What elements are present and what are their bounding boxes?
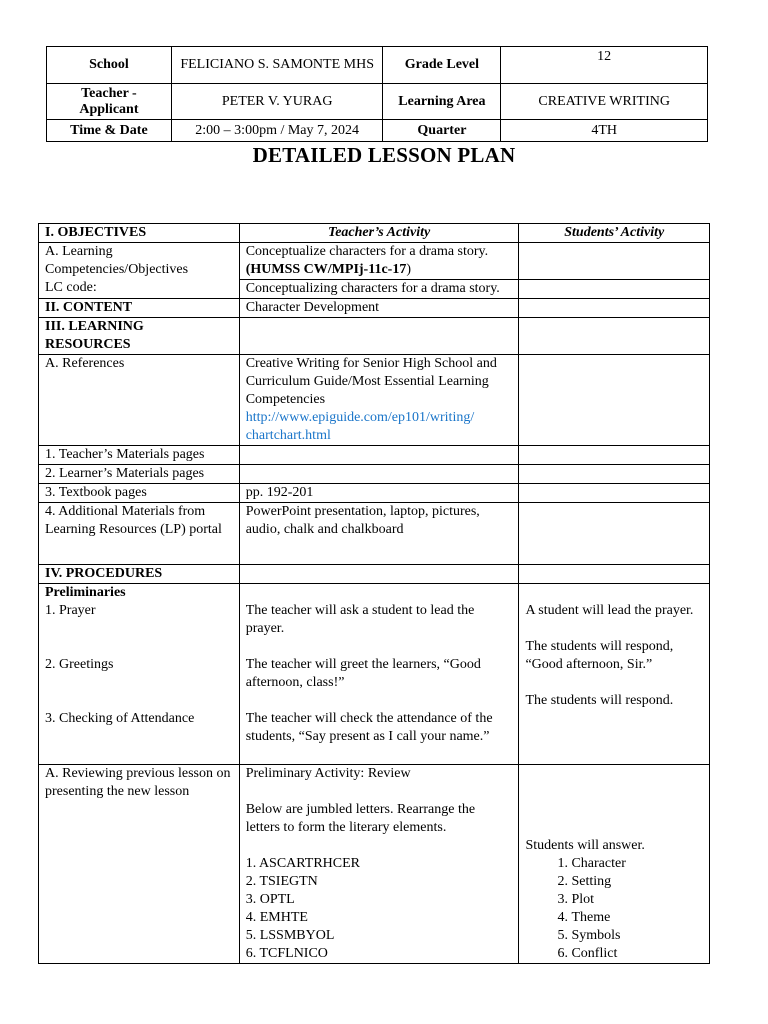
empty-cell bbox=[519, 503, 710, 565]
teacher-value: PETER V. YURAG bbox=[171, 84, 383, 120]
time-date-label: Time & Date bbox=[47, 120, 172, 142]
answer-item: 1. Character bbox=[571, 855, 703, 873]
review-label: A. Reviewing previous lesson on presenting the new lesson bbox=[39, 765, 240, 964]
review-teacher-cell bbox=[239, 765, 519, 964]
lc-code-open: ( bbox=[245, 262, 251, 277]
students-activity-header: Students’ Activity bbox=[519, 224, 710, 243]
empty-cell bbox=[519, 299, 710, 318]
preliminaries-label: Preliminaries bbox=[45, 585, 126, 600]
learner-materials-label: 2. Learner’s Materials pages bbox=[39, 465, 240, 484]
attendance-student-activity: The students will respond. bbox=[525, 693, 674, 708]
learning-area-label: Learning Area bbox=[383, 84, 501, 120]
lc-label-line-1: A. Learning bbox=[45, 244, 113, 259]
lc-code-close: ) bbox=[406, 262, 411, 277]
empty-cell bbox=[239, 465, 519, 484]
content-value: Character Development bbox=[239, 299, 519, 318]
lc-code: HUMSS CW/MPIj-11c-17 bbox=[250, 262, 407, 277]
page-title: DETAILED LESSON PLAN bbox=[252, 143, 516, 167]
answers-list bbox=[525, 855, 703, 963]
references-label: A. References bbox=[39, 355, 240, 446]
learning-competencies-label bbox=[39, 243, 240, 299]
empty-cell bbox=[519, 565, 710, 584]
quarter-label: Quarter bbox=[383, 120, 501, 142]
references-link-line-2[interactable]: chartchart.html bbox=[245, 428, 331, 443]
teacher-label: Teacher - Applicant bbox=[47, 84, 172, 120]
additional-materials-value: PowerPoint presentation, laptop, pictures, audio, chalk and chalkboard bbox=[239, 503, 519, 565]
procedures-header: IV. PROCEDURES bbox=[39, 565, 240, 584]
school-value: FELICIANO S. SAMONTE MHS bbox=[171, 47, 383, 84]
prayer-teacher-activity: The teacher will ask a student to lead the prayer. bbox=[245, 603, 475, 636]
review-title: Preliminary Activity: Review bbox=[245, 766, 411, 781]
attendance-label: 3. Checking of Attendance bbox=[45, 711, 195, 726]
teacher-materials-label: 1. Teacher’s Materials pages bbox=[39, 446, 240, 465]
answer-item: 6. Conflict bbox=[571, 945, 703, 963]
empty-cell bbox=[519, 484, 710, 503]
empty-cell bbox=[519, 280, 710, 299]
answer-item: 4. Theme bbox=[571, 909, 703, 927]
references-link-line-1[interactable]: http://www.epiguide.com/ep101/writing/ bbox=[245, 410, 475, 425]
answer-item: 2. Setting bbox=[571, 873, 703, 891]
empty-cell bbox=[519, 318, 710, 355]
preliminaries-teacher-cell bbox=[239, 584, 519, 765]
content-header: II. CONTENT bbox=[39, 299, 240, 318]
grade-level-value: 12 bbox=[501, 47, 708, 84]
school-label: School bbox=[47, 47, 172, 84]
answer-item: 3. Plot bbox=[571, 891, 703, 909]
lc-code-label: LC code: bbox=[45, 280, 97, 295]
references-value bbox=[239, 355, 519, 446]
textbook-pages-label: 3. Textbook pages bbox=[39, 484, 240, 503]
empty-cell bbox=[519, 243, 710, 280]
preliminaries-cell bbox=[39, 584, 240, 765]
jumbled-word: 6. TCFLNICO bbox=[245, 946, 328, 961]
jumbled-word: 1. ASCARTRHCER bbox=[245, 856, 361, 871]
lesson-plan-table bbox=[38, 223, 710, 964]
references-text: Creative Writing for Senior High School and Curriculum Guide/Most Essential Learning Competencies bbox=[245, 356, 497, 407]
empty-cell bbox=[519, 355, 710, 446]
additional-materials-label: 4. Additional Materials from Learning Resources (LP) portal bbox=[39, 503, 240, 565]
greetings-student-activity: The students will respond, “Good afternoon, Sir.” bbox=[525, 639, 674, 672]
learning-competency-text bbox=[239, 243, 519, 280]
jumbled-word: 4. EMHTE bbox=[245, 910, 308, 925]
textbook-pages-value: pp. 192-201 bbox=[239, 484, 519, 503]
prayer-label: 1. Prayer bbox=[45, 603, 96, 618]
review-student-cell bbox=[519, 765, 710, 964]
lc-code-text: Conceptualizing characters for a drama story. bbox=[239, 280, 519, 299]
lc-objective: Conceptualize characters for a drama story. bbox=[245, 244, 489, 259]
empty-cell bbox=[239, 446, 519, 465]
school-info-table bbox=[46, 46, 708, 142]
answer-item: 5. Symbols bbox=[571, 927, 703, 945]
empty-cell bbox=[239, 565, 519, 584]
answers-intro: Students will answer. bbox=[525, 838, 645, 853]
learning-area-value: CREATIVE WRITING bbox=[501, 84, 708, 120]
jumbled-word: 2. TSIEGTN bbox=[245, 874, 318, 889]
preliminaries-student-cell bbox=[519, 584, 710, 765]
empty-cell bbox=[519, 465, 710, 484]
empty-cell bbox=[519, 446, 710, 465]
teacher-activity-header: Teacher’s Activity bbox=[239, 224, 519, 243]
prayer-student-activity: A student will lead the prayer. bbox=[525, 603, 694, 618]
learning-resources-header: III. LEARNING RESOURCES bbox=[39, 318, 240, 355]
grade-level-label: Grade Level bbox=[383, 47, 501, 84]
lc-label-line-2: Competencies/Objectives bbox=[45, 262, 189, 277]
empty-cell bbox=[239, 318, 519, 355]
greetings-teacher-activity: The teacher will greet the learners, “Good afternoon, class!” bbox=[245, 657, 481, 690]
greetings-label: 2. Greetings bbox=[45, 657, 114, 672]
attendance-teacher-activity: The teacher will check the attendance of the students, “Say present as I call your name.” bbox=[245, 711, 493, 744]
quarter-value: 4TH bbox=[501, 120, 708, 142]
jumbled-word: 5. LSSMBYOL bbox=[245, 928, 335, 943]
time-date-value: 2:00 – 3:00pm / May 7, 2024 bbox=[171, 120, 383, 142]
review-instructions: Below are jumbled letters. Rearrange the letters to form the literary elements. bbox=[245, 802, 476, 835]
jumbled-word: 3. OPTL bbox=[245, 892, 295, 907]
objectives-header: I. OBJECTIVES bbox=[39, 224, 240, 243]
